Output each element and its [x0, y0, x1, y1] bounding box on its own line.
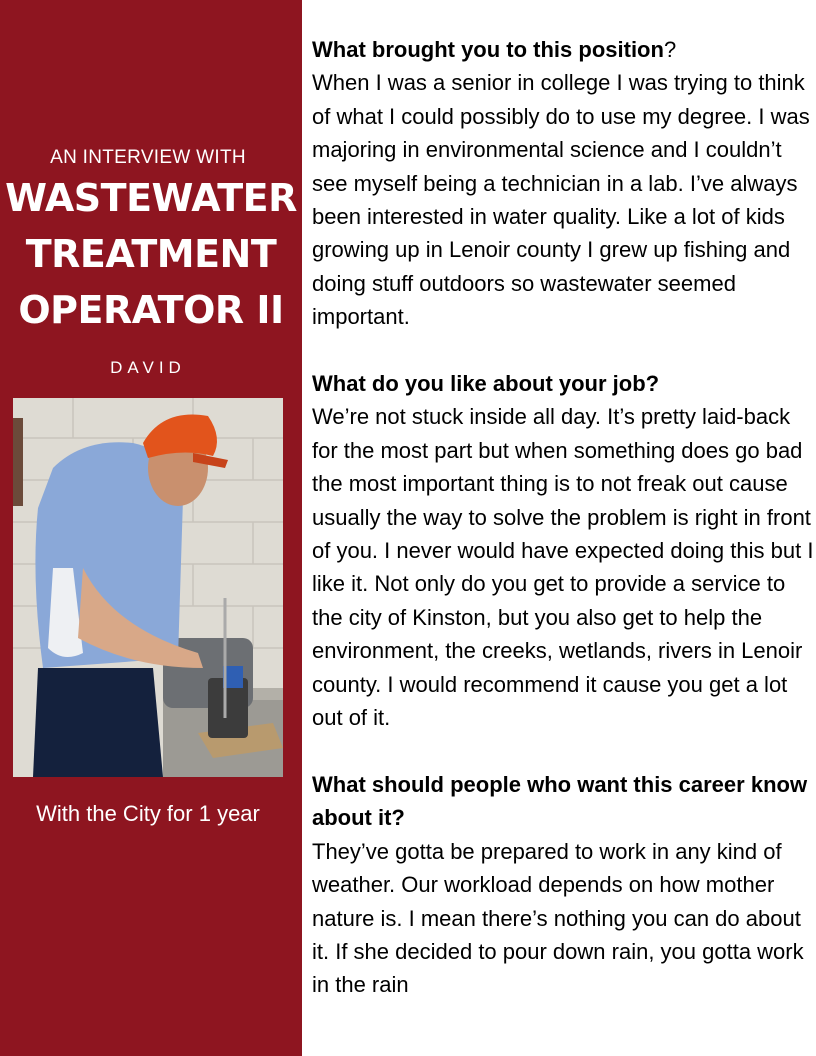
operator-photo-illustration	[13, 398, 283, 777]
interview-section	[312, 768, 814, 1002]
answer-text: They’ve gotta be prepared to work in any kind of weather. Our workload depends on how mother nature is. I mean there’s nothing you can do about it. If she decided to pour down rain, you gotta work in the rain	[312, 838, 804, 998]
question-heading: What should people who want this career know about it?	[312, 771, 808, 831]
question-punctuation: ?	[663, 37, 677, 62]
answer-text: When I was a senior in college I was trying to think of what I could possibly do to use my degree. I was majoring in environmental science and I couldn’t see myself being a technician in a lab. I’ve always been interested in water quality. Like a lot of kids growing up in Lenoir county I grew up fishing and doing stuff outdoors so wastewater seemed important.	[312, 70, 810, 330]
question-heading: What brought you to this position	[312, 37, 664, 62]
job-title-line: WASTEWATER	[5, 176, 297, 220]
interview-section	[312, 367, 814, 734]
interview-content	[312, 33, 814, 1035]
job-title-line: OPERATOR II	[18, 288, 284, 332]
operator-photo	[13, 398, 283, 777]
interviewee-name: DAVID	[110, 358, 186, 377]
answer-text: We’re not stuck inside all day. It’s pretty laid-back for the most part but when something does go bad the most important thing is to not freak out cause usually the way to solve the problem is right in front of you. I never would have expected doing this but I like it. Not only do you get to provide a service to the city of Kinston, but you also get to help the environment, the creeks, wetlands, rivers in Lenoir county. I would recommend it cause you get a lot out of it.	[312, 404, 814, 731]
job-title-line: TREATMENT	[25, 232, 277, 276]
question-heading: What do you like about your job?	[312, 371, 660, 397]
tenure-caption: With the City for 1 year	[36, 801, 260, 826]
job-title	[0, 170, 302, 338]
interview-eyebrow: AN INTERVIEW WITH	[50, 147, 246, 168]
sidebar-panel	[0, 0, 302, 1056]
interview-section	[312, 33, 814, 334]
